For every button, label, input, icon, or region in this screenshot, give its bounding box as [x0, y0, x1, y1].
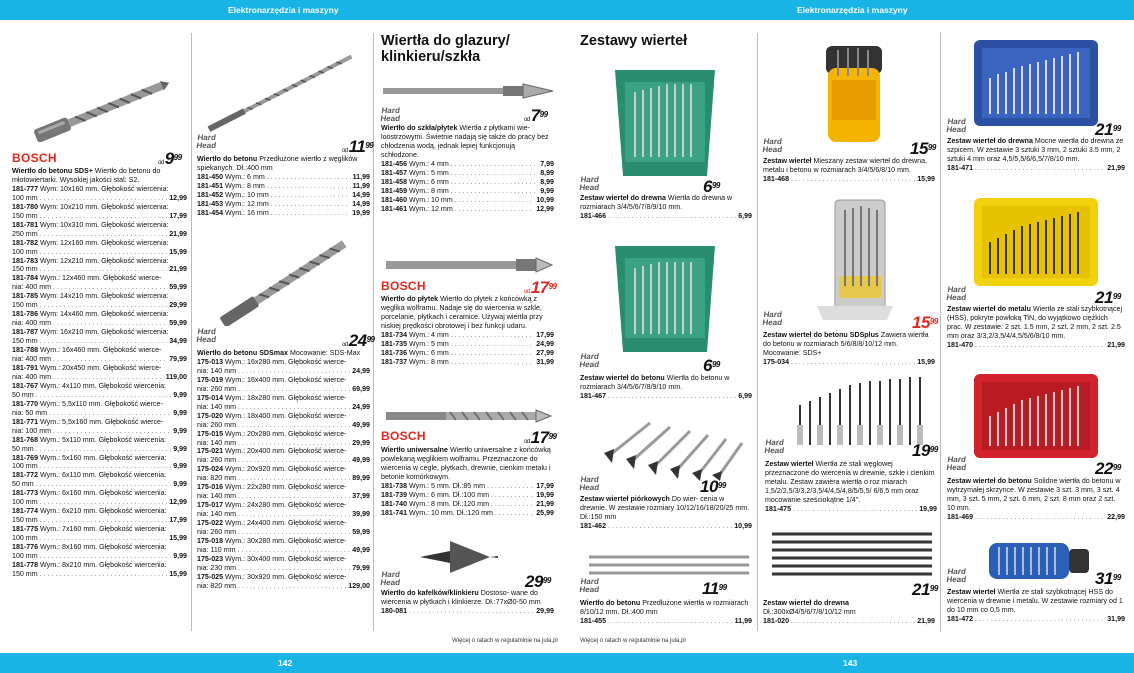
product-desc: Wiertła do drewna w rozmiarach 3/4/5/6/7/8/9/10 mm. — [580, 194, 733, 211]
variant-row: 181-470 . . . 21,99 — [947, 341, 1125, 350]
page-number-right: 143 — [843, 658, 858, 668]
tile-drill-bit-image — [386, 255, 556, 275]
variant-row-price: 100 mm . . . 9,99 — [12, 462, 187, 471]
wood-drill-case-blue-image — [972, 38, 1100, 128]
variant-row: 181-775 Wym.: 7x160 mm. Głębokość wiercenia: — [12, 525, 167, 534]
variant-row: 181-455 . . . 11,99 — [580, 617, 752, 626]
long-drill-bit-image — [200, 52, 365, 132]
variant-row: 181-466 . . . 6,99 — [580, 212, 752, 221]
product-name: Zestaw wierteł do betonu — [580, 374, 665, 382]
variant-list — [381, 607, 554, 616]
variant-row: 181-460 Wym.: 10 mm . . . 10,99 — [381, 196, 554, 205]
product-name: Zestaw wierteł — [765, 460, 814, 468]
variant-row: 181-767 Wym.: 4x110 mm. Głębokość wiercenia: — [12, 381, 166, 390]
product-desc: Zawiera wiertła do betonu w rozmiarach 5/6/8/8/10/12 mm. Mocowanie: SDS+ — [763, 331, 929, 357]
product-desc: Wiertła ze stali szybkotnącej HSS do wiercenia w drewnie i metalu. W zestawie rozmiary od 1 do 10 mm co 0,5 mm. — [947, 588, 1123, 614]
section-title-left: Elektronarzędzia i maszyny — [228, 5, 339, 15]
variant-row: 181-778 Wym.: 8x210 mm. Głębokość wiercenia: — [12, 560, 167, 569]
variant-row-price: nia: 820 mm . . . 89,99 — [197, 474, 370, 483]
variant-row-price: 50 mm . . . 9,99 — [12, 480, 187, 489]
variant-list — [947, 341, 1125, 350]
variant-list — [381, 482, 554, 518]
price-tag: $od17^{99}$ — [524, 278, 557, 297]
variant-row: 175-018 Wym.: 30x280 mm. Głębokość wierce- — [197, 537, 347, 546]
variant-list — [197, 173, 370, 218]
installment-note: Więcej o ratach w regulaminie na jula.pl — [580, 638, 686, 644]
metal-drill-case-yellow-image — [972, 196, 1100, 288]
bottom-footer-bar — [0, 653, 1134, 673]
product-name: Zestaw wierteł do drewna — [763, 599, 849, 607]
hardhead-logo: Hard Head — [379, 106, 401, 123]
product-name: Wiertło do betonu — [580, 599, 641, 607]
product-name: Zestaw wierteł piórkowych — [580, 495, 670, 503]
variant-row: 181-735 Wym.: 5 mm . . . 24,99 — [381, 340, 554, 349]
price-tag: $21^{99}$ — [1095, 120, 1121, 139]
sdsmax-drill-bit-image — [210, 236, 360, 326]
variant-row: 175-021 Wym.: 20x400 mm. Głębokość wierce- — [197, 447, 347, 456]
product-desc: Solidne wiertła do betonu w wytrzymałej skrzynce. W zestawie 3 szt. 3 mm, 3 szt. 4 mm, 3 szt. 5 mm, 2 szt. 6 mm, 2 szt. 8 mm oraz 2 szt. 10 mm. — [947, 477, 1121, 512]
hardhead-logo: Hard Head — [578, 577, 600, 594]
variant-row-price: nia: 400 mm . . . 59,99 — [12, 283, 187, 292]
product-block-sds — [12, 167, 187, 579]
product-block-glass-bit — [381, 124, 554, 214]
long-wood-bits-image — [768, 530, 936, 582]
hardhead-logo: Hard Head — [578, 475, 600, 492]
variant-row-price: 150 mm . . . 15,99 — [12, 570, 187, 579]
variant-list — [381, 331, 554, 367]
product-name: Wiertło do betonu SDS+ — [12, 167, 93, 175]
product-name: Zestaw wierteł — [947, 588, 996, 596]
wood-drill-set-image — [605, 62, 725, 182]
product-desc: Wiertło uniwersalne z końcówką powlekaną węglikiem wolframu. Przeznaczone do wiercenia w cegle, płytkach, drewnie, cienkim metalu i betonie komórkowym. — [381, 446, 551, 481]
variant-row: 181-739 Wym.: 6 mm. Dł.:100 mm . . . 19,99 — [381, 491, 554, 500]
price-tag: $od7^{99}$ — [524, 106, 548, 125]
product-desc: Wiertło do płytek z końcówką z węglika wolframu. Nadaje się do wiercenia w szkle, porcelanie, płytkach i ceramice. Używaj wiertła przy niskiej prędkości obrotowej i bez funkcji udaru. — [381, 295, 543, 330]
hardhead-logo: Hard Head — [379, 570, 401, 587]
variant-row: 181-738 Wym.: 5 mm. Dł.:85 mm . . . 17,99 — [381, 482, 554, 491]
variant-row-price: nia: 110 mm . . . 49,99 — [197, 546, 370, 555]
hardhead-logo: Hard Head — [945, 567, 967, 584]
variant-row: 181-462 . . . 10,99 — [580, 522, 752, 531]
variant-row: 181-783 Wym: 12x210 mm. Głębokość wiercenia: — [12, 256, 169, 265]
variant-list — [580, 522, 752, 531]
variant-row-price: nia: 140 mm . . . 24,99 — [197, 403, 370, 412]
variant-row: 181-736 Wym.: 6 mm . . . 27,99 — [381, 349, 554, 358]
hardhead-logo: Hard Head — [761, 310, 783, 327]
variant-row: 181-770 Wym.: 5,5x110 mm. Głębokość wierce- — [12, 399, 163, 408]
price-tag: $29^{99}$ — [525, 572, 551, 591]
variant-row: 181-768 Wym.: 5x110 mm. Głębokość wiercenia: — [12, 435, 166, 444]
page-number-left: 142 — [278, 658, 293, 668]
variant-list — [763, 175, 935, 184]
variant-row: 181-450 Wym.: 6 mm . . . 11,99 — [197, 173, 370, 182]
long-concrete-bits-image — [585, 553, 753, 577]
product-desc: Do wier- cenia w drewnie. W zestawie rozmiary 10/12/16/18/20/25 mm. Dł.:150 mm — [580, 495, 750, 521]
variant-row: 181-451 Wym.: 8 mm . . . 11,99 — [197, 182, 370, 191]
variant-row: 181-458 Wym.: 6 mm . . . 8,99 — [381, 178, 554, 187]
top-header-bar — [0, 0, 1134, 20]
product-block-wood-case — [947, 137, 1125, 173]
concrete-drill-case-red-image — [972, 372, 1100, 460]
variant-row: 181-453 Wym.: 12 mm . . . 14,99 — [197, 200, 370, 209]
variant-list — [580, 617, 752, 626]
hardhead-logo: Hard Head — [578, 175, 600, 192]
variant-row: 181-734 Wym.: 4 mm . . . 17,99 — [381, 331, 554, 340]
product-block-metal-case — [947, 305, 1125, 350]
product-block-klinker-bit — [381, 589, 554, 616]
variant-row: 181-471 . . . 21,99 — [947, 164, 1125, 173]
price-tag: $10^{99}$ — [700, 477, 726, 496]
hss-drill-tube-image — [985, 537, 1095, 585]
variant-list — [947, 513, 1125, 522]
price-tag: $22^{99}$ — [1095, 459, 1121, 478]
column-divider — [757, 33, 758, 631]
section-heading: Wiertła do glazury/ klinkieru/szkła — [381, 33, 510, 65]
variant-row-price: nia: 140 mm . . . 39,99 — [197, 510, 370, 519]
variant-row: 175-019 Wym.: 16x400 mm. Głębokość wierce- — [197, 375, 347, 384]
product-block-universal-bit — [381, 446, 554, 518]
bosch-logo: BOSCH — [381, 429, 426, 443]
variant-row-price: nia: 140 mm . . . 24,99 — [197, 367, 370, 376]
mixed-drill-set-tube-image — [818, 40, 890, 150]
price-tag: $11^{99}$ — [702, 579, 727, 598]
product-block-concrete-case — [947, 477, 1125, 522]
variant-row: 181-467 . . . 6,99 — [580, 392, 752, 401]
variant-row-price: 150 mm . . . 29,99 — [12, 301, 187, 310]
product-desc: Dł.:300xØ4/5/6/7/8/10/12 mm — [763, 607, 856, 616]
variant-row: 181-740 Wym.: 8 mm. Dł.:120 mm . . . 21,99 — [381, 500, 554, 509]
tile-cone-bit-image — [420, 535, 500, 575]
price-tag: $od17^{99}$ — [524, 428, 557, 447]
variant-row-price: nia: 100 mm . . . 9,99 — [12, 427, 187, 436]
product-block-concrete-bit — [197, 155, 370, 218]
product-name: Wiertło do kafelków/klinkieru — [381, 589, 479, 597]
variant-row: 175-020 Wym.: 18x400 mm. Głębokość wierce- — [197, 411, 347, 420]
hardhead-logo: Hard Head — [945, 285, 967, 302]
variant-row-price: nia: 260 mm . . . 49,99 — [197, 421, 370, 430]
hardhead-logo: Hard Head — [945, 117, 967, 134]
variant-row-price: 150 mm . . . 34,99 — [12, 337, 187, 346]
variant-row-price: nia: 230 mm . . . 79,99 — [197, 564, 370, 573]
variant-row: 181-776 Wym.: 8x160 mm. Głębokość wiercenia: — [12, 543, 167, 552]
sds-drill-bit-image — [24, 76, 174, 142]
product-desc: Przedłużone wiertła w rozmiarach 8/10/12 mm. Dł.:400 mm — [580, 599, 749, 616]
variant-row-price: nia: 260 mm . . . 69,99 — [197, 385, 370, 394]
variant-row-price: 100 mm . . . 12,99 — [12, 498, 187, 507]
variant-list — [763, 358, 935, 367]
product-block-sdsmax — [197, 349, 370, 591]
variant-list — [947, 615, 1125, 624]
variant-row: 181-771 Wym.: 5,5x160 mm. Głębokość wierce- — [12, 417, 164, 426]
price-tag: $6^{99}$ — [703, 177, 720, 196]
product-block-mixed-set — [763, 157, 935, 184]
bosch-logo: BOSCH — [12, 151, 57, 165]
variant-row: 181-784 Wym.: 12x460 mm. Głębokość wierce- — [12, 274, 162, 283]
variant-row: 175-015 Wym.: 20x280 mm. Głębokość wierce- — [197, 429, 347, 438]
variant-row: 175-013 Wym.: 16x280 mm. Głębokość wierce- — [197, 357, 347, 366]
product-name: Zestaw wierteł do betonu SDSplus — [763, 331, 879, 339]
variant-row-price: 50 mm . . . 9,99 — [12, 445, 187, 454]
variant-row: 181-461 Wym.: 12 mm . . . 12,99 — [381, 205, 554, 214]
bosch-logo: BOSCH — [381, 279, 426, 293]
product-block-concrete-set — [580, 374, 752, 401]
variant-row: 181-772 Wym.: 6x110 mm. Głębokość wiercenia: — [12, 471, 166, 480]
price-tag: $21^{99}$ — [912, 580, 938, 599]
variant-row-price: 100 mm . . . 12,99 — [12, 194, 187, 203]
product-desc: Mocne wiertła do drewna ze szpicem. W zestawie 3 sztuki 3 mm, 2 sztuki 3.5 mm, 2 sztuki 4 mm oraz 4,5/5,5/6/6,5/7/8/10 mm. — [947, 137, 1124, 163]
product-name: Zestaw wierteł do betonu — [947, 477, 1032, 485]
product-desc: Wiertło do betonu do młotowiertarki. Wysokiej jakości stal: S2. — [12, 167, 161, 184]
variant-row: 180-081 . . . 29,99 — [381, 607, 554, 616]
product-name: Zestaw wierteł do drewna — [947, 137, 1033, 145]
price-tag: $6^{99}$ — [703, 356, 720, 375]
price-tag: $15^{99}$ — [912, 313, 938, 332]
variant-row: 181-788 Wym.: 16x460 mm. Głębokość wierce- — [12, 346, 162, 355]
product-block-hex-set — [765, 460, 937, 514]
variant-row: 181-475 . . . 19,99 — [765, 505, 937, 514]
variant-list — [947, 164, 1125, 173]
variant-row: 181-737 Wym.: 8 mm . . . 31,99 — [381, 358, 554, 367]
variant-row: 175-034 . . . 15,99 — [763, 358, 935, 367]
variant-row-price: nia: 50 mm . . . 9,99 — [12, 409, 187, 418]
variant-row: 181-741 Wym.: 10 mm. Dł.:120 mm . . . 25,99 — [381, 509, 554, 518]
product-name: Wiertło do betonu SDSmax — [197, 349, 288, 357]
product-name: Wiertło uniwersalne — [381, 446, 448, 454]
section-title-right: Elektronarzędzia i maszyny — [797, 5, 908, 15]
product-block-wood-set — [580, 194, 752, 221]
product-desc: Wiertła do betonu w rozmiarach 3/4/5/6/7/8/9/10 mm. — [580, 374, 730, 391]
hardhead-logo: Hard Head — [195, 133, 217, 150]
variant-row-price: nia: 820 mm . . . 129,00 — [197, 582, 370, 591]
product-name: Wiertło do szkła/płytek — [381, 124, 458, 132]
product-desc: Mieszany zestaw wierteł do drewna, metalu i betonu w rozmiarach 3/4/5/6/8/10 mm. — [763, 157, 928, 174]
variant-row-price: nia: 140 mm . . . 29,99 — [197, 439, 370, 448]
installment-note: Więcej o ratach w regulaminie na jula.pl — [452, 638, 558, 644]
variant-row: 175-016 Wym.: 22x280 mm. Głębokość wierce- — [197, 483, 347, 492]
product-desc: Wiertła ze stali szybkotnącej (HSS), pokryte powłoką TiN, do wyjątkowo ciężkich prac. W zestawie: 2 szt. 1.5 mm, 2 szt. 2 mm, 2 szt. 2.5 mm oraz 3/3,2/3,5/4/4,5/5/6/8/10 mm. — [947, 305, 1123, 340]
variant-row: 181-787 Wym: 16x210 mm. Głębokość wiercenia: — [12, 328, 169, 337]
universal-drill-bit-image — [386, 405, 556, 427]
price-tag: $od24^{99}$ — [342, 331, 375, 350]
variant-list — [580, 392, 752, 401]
variant-list — [12, 185, 187, 579]
variant-row-price: nia: 140 mm . . . 37,99 — [197, 492, 370, 501]
variant-row-price: 150 mm . . . 17,99 — [12, 212, 187, 221]
product-block-long-concrete — [580, 599, 752, 626]
section-heading: Zestawy wierteł — [580, 33, 688, 49]
variant-row: 175-023 Wym.: 30x400 mm. Głębokość wierce- — [197, 554, 347, 563]
variant-row: 181-774 Wym.: 6x210 mm. Głębokość wiercenia: — [12, 507, 167, 516]
variant-row-price: 150 mm . . . 17,99 — [12, 516, 187, 525]
concrete-drill-set-image — [605, 240, 725, 358]
variant-row-price: nia: 260 mm . . . 59,99 — [197, 528, 370, 537]
hardhead-logo: Hard Head — [945, 455, 967, 472]
spade-bit-set-image — [590, 415, 750, 485]
variant-row: 181-468 . . . 15,99 — [763, 175, 935, 184]
product-name: Wiertło do betonu — [197, 155, 258, 163]
variant-row: 181-777 Wym: 10x160 mm. Głębokość wiercenia: — [12, 184, 169, 193]
variant-row-price: 100 mm . . . 15,99 — [12, 248, 187, 257]
variant-row: 181-456 Wym.: 4 mm . . . 7,99 — [381, 160, 554, 169]
variant-row-price: 100 mm . . . 9,99 — [12, 552, 187, 561]
variant-row: 175-024 Wym.: 20x920 mm. Głębokość wierce- — [197, 465, 347, 474]
variant-list — [197, 358, 370, 591]
variant-list — [580, 212, 752, 221]
hardhead-logo: Hard Head — [763, 438, 785, 455]
variant-row-price: 150 mm . . . 21,99 — [12, 265, 187, 274]
price-tag: $od9^{99}$ — [158, 149, 182, 168]
variant-row-price: 100 mm . . . 15,99 — [12, 534, 187, 543]
price-tag: $15^{99}$ — [910, 139, 936, 158]
hardhead-logo: Hard Head — [761, 137, 783, 154]
variant-row: 181-769 Wym.: 5x160 mm. Głębokość wiercenia: — [12, 453, 167, 462]
product-desc: Wiertła ze stali węglowej przeznaczone do wiercenia w drewnie, szkle i cienkim metalu. Zestaw zawiera wiertła o roz miarach 1,5/2/2,5/3/3,2/3,5/4/4,5/4,8/5/5,5/ 6/6,5 mm oraz mocowanie sześciokątne 1/4". — [765, 460, 935, 504]
variant-list — [763, 617, 935, 626]
variant-list — [381, 160, 554, 214]
variant-row: 181-782 Wym: 12x160 mm. Głębokość wiercenia: — [12, 238, 169, 247]
sdsplus-set-image — [815, 196, 895, 324]
product-desc: Przedłużone wiertło z węglików spiekanych. Dł.:400 mm — [197, 155, 358, 172]
product-desc: Dostoso- wane do wiercenia w płytkach i klinkierze. Dł.:77xØ0-50 mm — [381, 589, 541, 606]
variant-row: 181-791 Wym.: 20x450 mm. Głębokość wierce- — [12, 363, 162, 372]
variant-row-price: 50 mm . . . 9,99 — [12, 391, 187, 400]
variant-row: 181-469 . . . 22,99 — [947, 513, 1125, 522]
product-desc: Wiertła z płytkami wie- loostrzowymi. Świetnie nadają się także do pracy bez chłodzenia wodą, jednak lepiej funkcjonują schłodzone. — [381, 124, 549, 159]
variant-row: 175-017 Wym.: 24x280 mm. Głębokość wierce- — [197, 501, 347, 510]
variant-row: 181-786 Wym: 14x460 mm. Głębokość wiercenia: — [12, 310, 169, 319]
variant-row: 181-452 Wym.: 10 mm . . . 14,99 — [197, 191, 370, 200]
variant-row: 181-459 Wym.: 8 mm . . . 9,99 — [381, 187, 554, 196]
product-name: Zestaw wierteł do drewna — [580, 194, 666, 202]
variant-row: 181-020 . . . 21,99 — [763, 617, 935, 626]
glass-drill-bit-image — [383, 80, 558, 102]
price-tag: $19^{99}$ — [912, 441, 938, 460]
hardhead-logo: Hard Head — [578, 352, 600, 369]
variant-row: 175-022 Wym.: 24x400 mm. Głębokość wierce- — [197, 519, 347, 528]
product-name: Zestaw wierteł do metalu — [947, 305, 1031, 313]
product-block-long-wood — [763, 599, 935, 626]
price-tag: $21^{99}$ — [1095, 288, 1121, 307]
variant-row: 181-785 Wym: 14x210 mm. Głębokość wiercenia: — [12, 292, 169, 301]
variant-row: 181-472 . . . 31,99 — [947, 615, 1125, 624]
product-block-spade-set — [580, 495, 752, 531]
variant-row: 175-025 Wym.: 30x920 mm. Głębokość wierce- — [197, 572, 347, 581]
variant-row: 181-781 Wym: 10x310 mm. Głębokość wiercenia: — [12, 220, 169, 229]
product-block-hss-tube — [947, 588, 1125, 624]
price-tag: $31^{99}$ — [1095, 569, 1121, 588]
hardhead-logo: Hard Head — [195, 327, 217, 344]
variant-row: 181-773 Wym.: 6x160 mm. Głębokość wiercenia: — [12, 489, 167, 498]
product-name: Wiertło do płytek — [381, 295, 439, 303]
variant-row: 181-454 Wym.: 16 mm . . . 19,99 — [197, 209, 370, 218]
price-tag: $od11^{99}$ — [342, 137, 374, 156]
column-divider — [191, 33, 192, 631]
product-desc: Mocowanie: SDS-Max — [289, 349, 361, 357]
variant-list — [765, 505, 937, 514]
product-block-sdsplus-set — [763, 331, 935, 367]
variant-row-price: nia: 400 mm . . . 59,99 — [12, 319, 187, 328]
variant-row: 181-780 Wym: 10x210 mm. Głębokość wiercenia: — [12, 202, 169, 211]
variant-row-price: 250 mm . . . 21,99 — [12, 230, 187, 239]
variant-row-price: nia: 400 mm . . . 119,00 — [12, 373, 187, 382]
variant-row: 181-457 Wym.: 5 mm . . . 8,99 — [381, 169, 554, 178]
column-divider — [940, 33, 941, 631]
variant-row-price: nia: 260 mm . . . 49,99 — [197, 456, 370, 465]
product-name: Zestaw wierteł — [763, 157, 812, 165]
product-block-tile-bit — [381, 295, 554, 367]
variant-row: 175-014 Wym.: 18x280 mm. Głębokość wierce- — [197, 393, 347, 402]
variant-row-price: nia: 400 mm . . . 79,99 — [12, 355, 187, 364]
hex-shank-set-image — [790, 375, 930, 447]
